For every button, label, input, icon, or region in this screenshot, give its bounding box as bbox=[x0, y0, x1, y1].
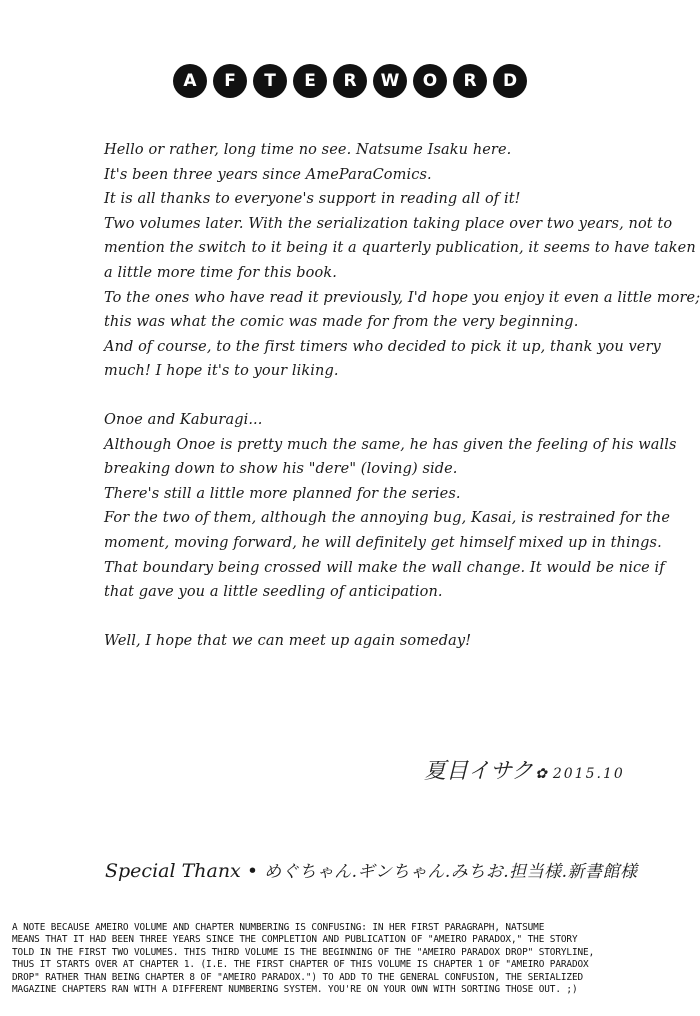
title-letter-circle: D bbox=[493, 64, 527, 98]
title-letter-circle: R bbox=[333, 64, 367, 98]
paragraph-1 bbox=[104, 138, 700, 384]
note-line: A NOTE BECAUSE AMEIRO VOLUME AND CHAPTER NUMBERING IS CONFUSING: IN HER FIRST PARAGRAPH, NATSUME bbox=[12, 922, 545, 933]
afterword-body bbox=[104, 138, 700, 653]
text-line: that gave you a little seedling of anticipation. bbox=[104, 584, 443, 601]
title-letter-circle: T bbox=[253, 64, 287, 98]
note-line: DROP" RATHER THAN BEING CHAPTER 8 OF "AMEIRO PARADOX.") TO ADD TO THE GENERAL CONFUSION, THE SERIALIZED bbox=[12, 971, 584, 983]
text-line: a little more time for this book. bbox=[104, 264, 337, 281]
text-line: There's still a little more planned for the series. bbox=[104, 485, 461, 502]
text-line: To the ones who have read it previously, I'd hope you enjoy it even a little more; bbox=[104, 289, 700, 306]
note-line: MEANS THAT IT HAD BEEN THREE YEARS SINCE THE COMPLETION AND PUBLICATION OF "AMEIRO PARADOX," THE STORY bbox=[12, 934, 578, 946]
text-line: breaking down to show his "dere" (loving) side. bbox=[104, 461, 458, 478]
text-line: That boundary being crossed will make the wall change. It would be nice if bbox=[104, 559, 665, 576]
title-letter-circle: O bbox=[413, 64, 447, 98]
text-line: Hello or rather, long time no see. Natsume Isaku here. bbox=[104, 142, 512, 158]
paragraph-spacer bbox=[104, 605, 664, 629]
special-thanks-label: Special Thanx bbox=[105, 860, 241, 882]
note-line: TOLD IN THE FIRST TWO VOLUMES. THIS THIRD VOLUME IS THE BEGINNING OF THE "AMEIRO PARADOX DROP" STORYLINE, bbox=[12, 946, 595, 958]
text-line: For the two of them, although the annoying bug, Kasai, is restrained for the bbox=[104, 510, 671, 527]
text-line: Onoe and Kaburagi... bbox=[104, 411, 263, 428]
text-line: much! I hope it's to your liking. bbox=[104, 363, 339, 380]
text-line: moment, moving forward, he will definitely get himself mixed up in things. bbox=[104, 534, 662, 551]
note-line: THUS IT STARTS OVER AT CHAPTER 1. (I.E. THE FIRST CHAPTER OF THIS VOLUME IS CHAPTER 1 OF "AMEIRO PARADOX bbox=[12, 959, 589, 971]
signature-date: 2015.10 bbox=[552, 766, 625, 782]
author-signature bbox=[424, 754, 625, 785]
paragraph-2 bbox=[104, 408, 677, 605]
paragraph-spacer bbox=[104, 384, 664, 408]
translator-note bbox=[12, 922, 688, 996]
text-line: this was what the comic was made for from the very beginning. bbox=[104, 314, 579, 331]
text-line: And of course, to the first timers who decided to pick it up, thank you very bbox=[104, 338, 661, 355]
text-line: Two volumes later. With the serialization taking place over two years, not to bbox=[104, 215, 673, 232]
closing-line: Well, I hope that we can meet up again someday! bbox=[104, 632, 472, 649]
text-line: It's been three years since AmeParaComics. bbox=[104, 166, 432, 183]
bullet-icon: • bbox=[246, 860, 259, 882]
title-letter-circle: A bbox=[173, 64, 207, 98]
signature-name: 夏目イサク bbox=[424, 759, 534, 784]
title-letter-circle: F bbox=[213, 64, 247, 98]
note-line: MAGAZINE CHAPTERS RAN WITH A DIFFERENT NUMBERING SYSTEM. YOU'RE ON YOUR OWN WITH SORTING THOSE OUT. ;) bbox=[12, 984, 578, 996]
flower-icon: ✿ bbox=[535, 766, 547, 782]
text-line: mention the switch to it being it a quarterly publication, it seems to have taken bbox=[104, 240, 696, 257]
text-line: Although Onoe is pretty much the same, he has given the feeling of his walls bbox=[104, 436, 677, 453]
title-letter-circle: W bbox=[373, 64, 407, 98]
special-thanks-names: めぐちゃん.ギンちゃん.みちお.担当様.新書館様 bbox=[264, 862, 638, 882]
text-line: It is all thanks to everyone's support in reading all of it! bbox=[104, 191, 521, 208]
title-letter-circle: R bbox=[453, 64, 487, 98]
special-thanks bbox=[105, 857, 675, 882]
paragraph-closing bbox=[104, 629, 664, 654]
afterword-title bbox=[0, 64, 700, 98]
title-letter-circle: E bbox=[293, 64, 327, 98]
